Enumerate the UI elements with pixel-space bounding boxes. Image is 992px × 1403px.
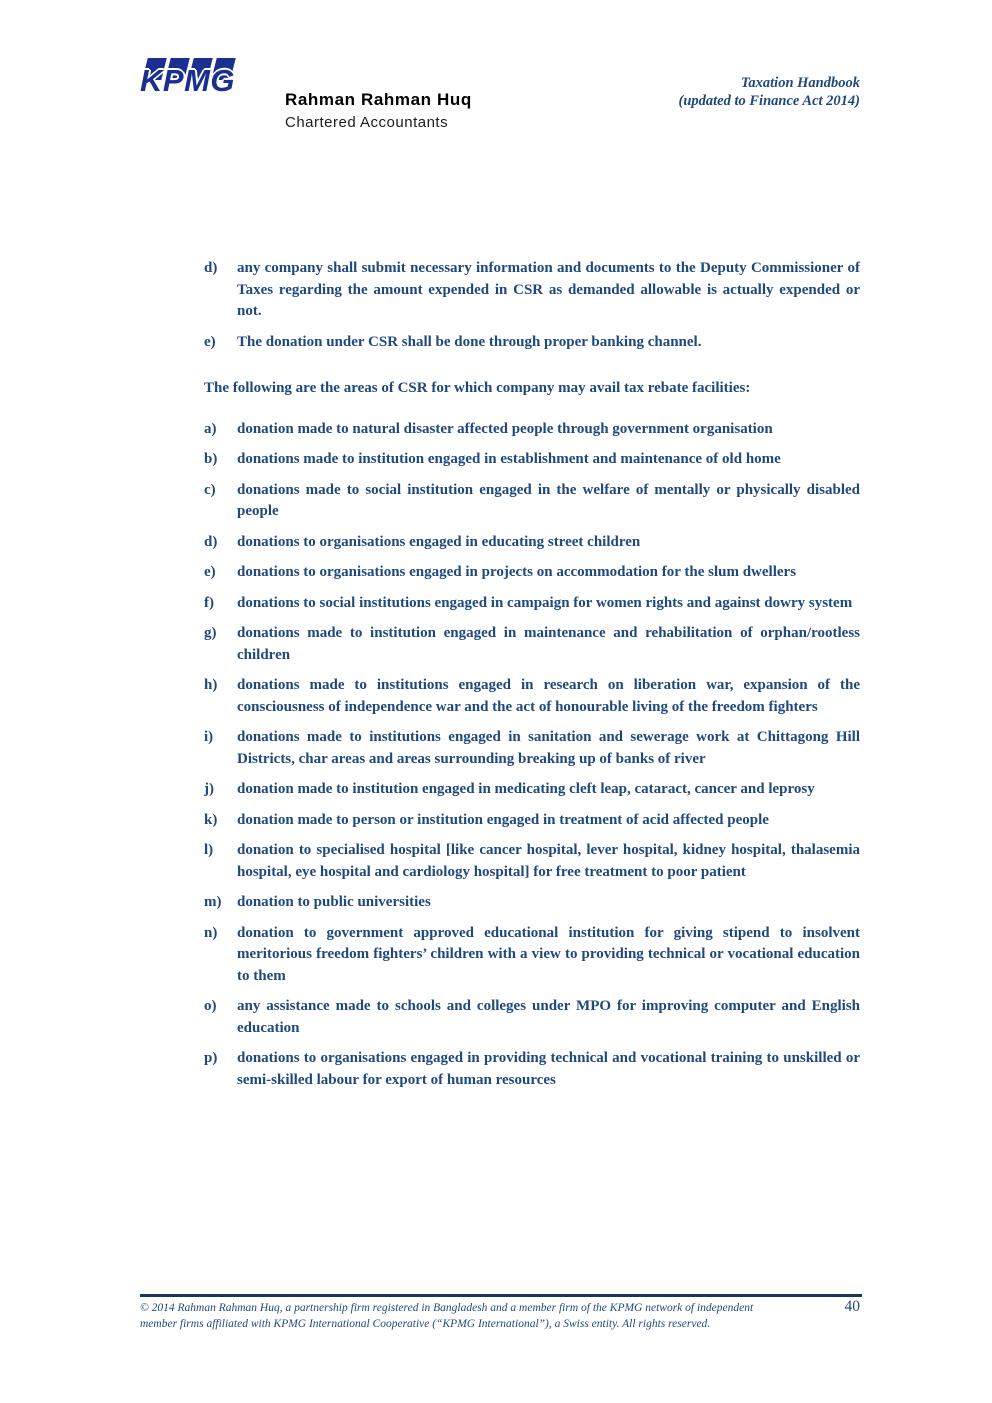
firm-header xyxy=(285,90,472,131)
list-item xyxy=(204,675,860,718)
list-item-text: donations to organisations engaged in projects on accommodation for the slum dwellers xyxy=(237,564,797,580)
list-item-text: donation made to institution engaged in medicating cleft leap, cataract, cancer and leprosy xyxy=(237,781,815,797)
footer-copyright xyxy=(140,1301,800,1332)
list-item-text: donation to specialised hospital [like cancer hospital, lever hospital, kidney hospital, thalasemia hospital, eye hospital and cardiology hospital] for free treatment to poor patient xyxy=(237,842,860,880)
footer-copyright-line2: member firms affiliated with KPMG International Cooperative (“KPMG International”), a Swiss entity. All rights reserved. xyxy=(140,1317,711,1330)
list-item-marker: d) xyxy=(204,260,218,276)
list-item-text: any assistance made to schools and colleges under MPO for improving computer and English education xyxy=(237,998,860,1036)
list-item-text: donations made to institutions engaged in sanitation and sewerage work at Chittagong Hill Districts, char areas and areas surrounding breaking up of banks of river xyxy=(237,729,860,767)
list-item-text: donations made to institution engaged in establishment and maintenance of old home xyxy=(237,451,781,467)
list-item xyxy=(204,449,860,471)
list-item-marker: m) xyxy=(204,894,222,910)
intro-list xyxy=(204,258,860,353)
list-item-text: donations to organisations engaged in providing technical and vocational training to unskilled or semi-skilled labour for export of human resources xyxy=(237,1050,860,1088)
list-item-marker: b) xyxy=(204,451,218,467)
list-item-text: donation to government approved educational institution for giving stipend to insolvent meritorious freedom fighters’ children with a view to providing technical or vocational education to them xyxy=(237,924,860,984)
list-item xyxy=(204,1048,860,1091)
list-item xyxy=(204,593,860,615)
list-item xyxy=(204,996,860,1039)
list-item-marker: e) xyxy=(204,564,216,580)
list-item-text: The donation under CSR shall be done through proper banking channel. xyxy=(237,333,702,350)
csr-areas-list xyxy=(204,419,860,1092)
handbook-title-block xyxy=(678,74,860,110)
list-item xyxy=(204,258,860,323)
list-item-text: any company shall submit necessary information and documents to the Deputy Commissioner of Taxes regarding the amount expended in CSR as demanded allowable is actually expended or not. xyxy=(237,260,860,319)
footer-rule xyxy=(140,1294,862,1297)
list-item xyxy=(204,727,860,770)
list-item-marker: h) xyxy=(204,677,218,693)
list-item-marker: l) xyxy=(204,842,214,858)
lead-paragraph: The following are the areas of CSR for which company may avail tax rebate facilities: xyxy=(204,380,751,396)
handbook-subtitle: (updated to Finance Act 2014) xyxy=(678,93,860,109)
list-item-marker: k) xyxy=(204,811,218,828)
handbook-title: Taxation Handbook xyxy=(740,75,860,91)
document-body xyxy=(204,258,860,1100)
list-item-marker: n) xyxy=(204,924,218,941)
list-item xyxy=(204,532,860,554)
list-item-marker: i) xyxy=(204,729,214,745)
list-item xyxy=(204,923,860,988)
list-item xyxy=(204,840,860,883)
firm-subtitle: Chartered Accountants xyxy=(285,114,449,131)
list-item-text: donation made to natural disaster affected people through government organisation xyxy=(237,420,773,437)
kpmg-logo-text: KPMG xyxy=(140,63,235,98)
footer-copyright-line1: © 2014 Rahman Rahman Huq, a partnership firm registered in Bangladesh and a member firm of the KPMG network of independent xyxy=(140,1302,754,1314)
list-item-text: donation to public universities xyxy=(237,894,431,910)
list-item-marker: o) xyxy=(204,998,217,1014)
list-item-marker: e) xyxy=(204,333,216,350)
list-item xyxy=(204,562,860,584)
page-number: 40 xyxy=(844,1298,860,1315)
list-item-text: donation made to person or institution engaged in treatment of acid affected people xyxy=(237,811,769,828)
list-item-marker: c) xyxy=(204,481,216,498)
list-item-marker: a) xyxy=(204,420,217,437)
list-item-marker: g) xyxy=(204,625,217,641)
list-item-text: donations made to social institution engaged in the welfare of mentally or physically disabled people xyxy=(237,481,860,519)
list-item-text: donations to social institutions engaged in campaign for women rights and against dowry system xyxy=(237,594,853,611)
list-item xyxy=(204,892,860,914)
list-item-text: donations made to institution engaged in maintenance and rehabilitation of orphan/rootless children xyxy=(237,625,860,663)
list-item xyxy=(204,480,860,523)
list-item-marker: f) xyxy=(204,594,214,611)
list-item xyxy=(204,810,860,832)
list-item-text: donations to organisations engaged in educating street children xyxy=(237,533,641,550)
list-item-marker: d) xyxy=(204,533,218,550)
firm-name: Rahman Rahman Huq xyxy=(285,90,472,109)
list-item xyxy=(204,332,860,354)
list-item xyxy=(204,623,860,666)
list-item-marker: p) xyxy=(204,1050,218,1066)
list-item xyxy=(204,779,860,801)
list-item-marker: j) xyxy=(204,781,214,797)
list-item xyxy=(204,419,860,441)
kpmg-logo xyxy=(140,58,244,106)
list-item-text: donations made to institutions engaged in research on liberation war, expansion of the consciousness of independence war and the act of honourable living of the freedom fighters xyxy=(237,677,860,715)
